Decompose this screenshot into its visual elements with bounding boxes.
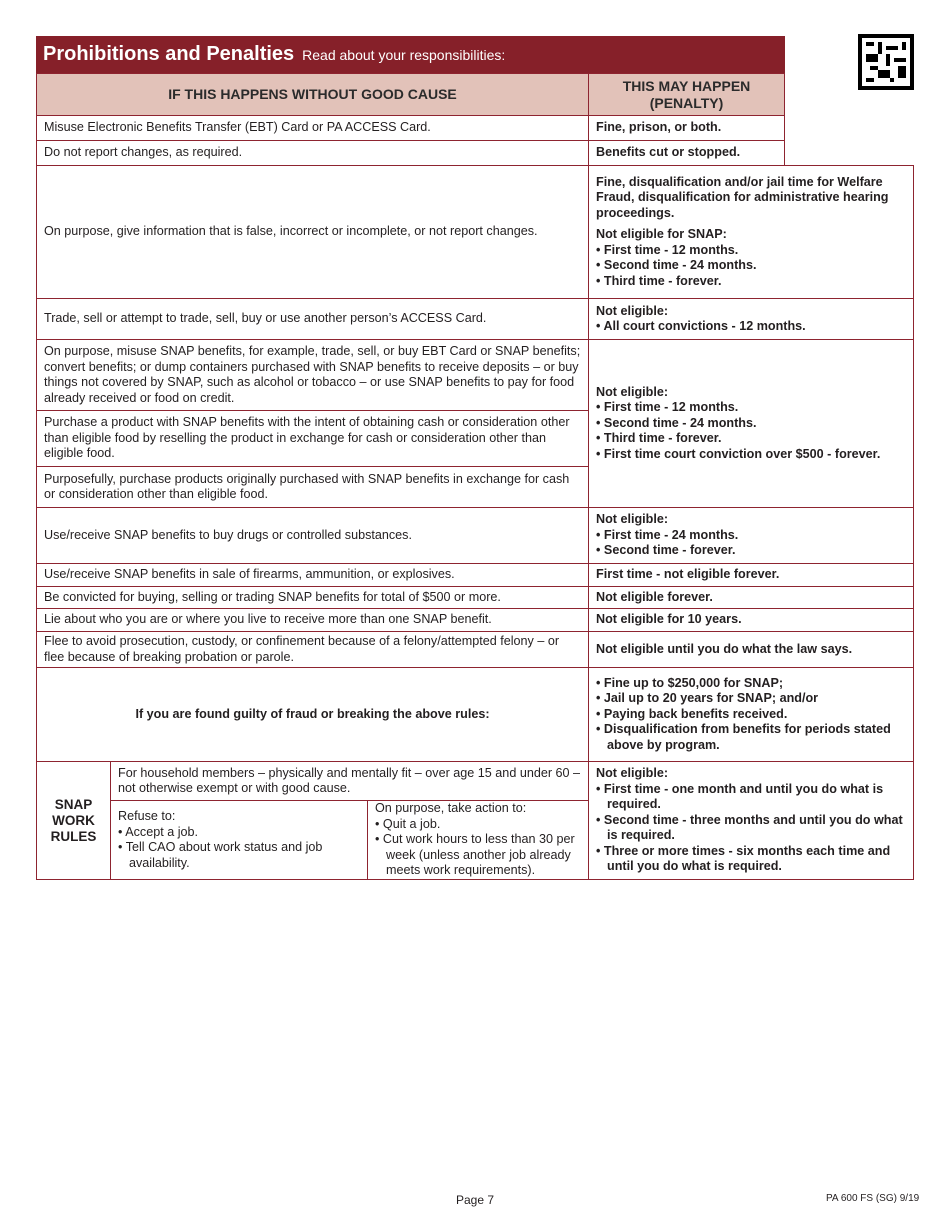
cause-cell: Purchase a product with SNAP benefits with the intent of obtaining cash or consideration other than eligible food by reselling the product in exchange for cash or consideration other than eligible food. (36, 410, 589, 467)
snap-work-rules-label: SNAP WORK RULES (36, 761, 111, 880)
subtitle: Read about your responsibilities: (302, 46, 506, 63)
penalty-item: • First time - 12 months. (596, 400, 906, 416)
work-rules-refuse (110, 800, 368, 880)
penalty-item: • First time - 24 months. (596, 528, 906, 544)
penalty-item: • Three or more times - six months each time and until you do what is required. (596, 844, 906, 875)
cause-cell: Be convicted for buying, selling or trading SNAP benefits for total of $500 or more. (36, 586, 589, 609)
penalty-text: Not eligible: (596, 766, 669, 781)
cause-cell: On purpose, give information that is false, incorrect or incomplete, or not report changes. (36, 165, 589, 299)
penalty-text: Not eligible: (596, 384, 669, 399)
cause-cell: If you are found guilty of fraud or breaking the above rules: (36, 667, 589, 762)
penalty-item: • Second time - three months and until you do what is required. (596, 813, 906, 844)
penalty-cell (588, 507, 914, 564)
penalty-cell (588, 165, 914, 299)
cause-cell: Trade, sell or attempt to trade, sell, buy or use another person’s ACCESS Card. (36, 298, 589, 340)
penalty-cell (588, 339, 914, 508)
cause-cell: Lie about who you are or where you live to receive more than one SNAP benefit. (36, 608, 589, 632)
purpose-label: On purpose, take action to: (375, 801, 527, 816)
qr-code-icon (858, 34, 914, 90)
penalty-cell: Not eligible until you do what the law says. (588, 631, 914, 668)
penalty-cell (588, 761, 914, 880)
work-rules-who: For household members – physically and mentally fit – over age 15 and under 60 – not otherwise exempt or with good cause. (110, 761, 589, 801)
cause-cell: Do not report changes, as required. (36, 140, 589, 166)
refuse-label: Refuse to: (118, 809, 176, 823)
penalty-item: • Disqualification from benefits for periods stated above by program. (596, 722, 906, 753)
penalty-item: • Paying back benefits received. (596, 707, 906, 723)
penalty-item: • Second time - 24 months. (596, 416, 906, 432)
cause-cell: On purpose, misuse SNAP benefits, for example, trade, sell, or buy EBT Card or SNAP benefits; convert benefits; or dump containers purchased with SNAP benefits to receive deposits – or buy things not covered by SNAP, such as alcohol or tobacco – or use SNAP benefits to pay for food already received or food on credit. (36, 339, 589, 411)
penalty-item: • Second time - forever. (596, 543, 906, 559)
work-rules-purpose (367, 800, 589, 880)
purpose-item: • Quit a job. (375, 817, 581, 833)
cause-cell: Use/receive SNAP benefits to buy drugs or controlled substances. (36, 507, 589, 564)
penalty-item: • First time court conviction over $500 - forever. (596, 447, 906, 463)
penalty-cell: Not eligible forever. (588, 586, 914, 609)
penalty-item: • First time - one month and until you do what is required. (596, 782, 906, 813)
cause-cell: Misuse Electronic Benefits Transfer (EBT) Card or PA ACCESS Card. (36, 115, 589, 141)
penalty-cell (588, 298, 914, 340)
penalty-item: • Third time - forever. (596, 431, 906, 447)
refuse-item: • Tell CAO about work status and job availability. (118, 840, 360, 871)
penalty-cell (588, 667, 914, 762)
penalty-text: Not eligible: (596, 512, 669, 527)
cause-cell: Purposefully, purchase products originally purchased with SNAP benefits in exchange for cash or consideration other than eligible food. (36, 466, 589, 508)
penalty-text: Not eligible for SNAP: (596, 227, 727, 242)
penalty-cell: Not eligible for 10 years. (588, 608, 914, 632)
penalty-item: • Third time - forever. (596, 274, 906, 290)
penalty-item: • Second time - 24 months. (596, 258, 906, 274)
form-number: PA 600 FS (SG) 9/19 (826, 1193, 920, 1204)
penalty-cell: First time - not eligible forever. (588, 563, 914, 587)
penalty-item: • Jail up to 20 years for SNAP; and/or (596, 691, 906, 707)
penalty-item: • Fine up to $250,000 for SNAP; (596, 676, 906, 692)
penalty-item: • All court convictions - 12 months. (596, 319, 906, 335)
penalty-item: • First time - 12 months. (596, 243, 906, 259)
cause-cell: Use/receive SNAP benefits in sale of firearms, ammunition, or explosives. (36, 563, 589, 587)
penalty-cell: Fine, prison, or both. (588, 115, 785, 141)
penalty-cell: Benefits cut or stopped. (588, 140, 785, 166)
section-title-bar (36, 36, 785, 73)
header-penalty: THIS MAY HAPPEN (PENALTY) (588, 73, 785, 116)
penalty-text: Not eligible: (596, 303, 669, 318)
page-number: Page 7 (456, 1193, 495, 1207)
cause-cell: Flee to avoid prosecution, custody, or confinement because of a felony/attempted felony – or flee because of breaking probation or parole. (36, 631, 589, 668)
refuse-item: • Accept a job. (118, 825, 360, 841)
penalty-text: Fine, disqualification and/or jail time for Welfare Fraud, disqualification for administrative hearing proceedings. (596, 174, 889, 220)
header-cause: IF THIS HAPPENS WITHOUT GOOD CAUSE (36, 73, 589, 116)
title: Prohibitions and Penalties (43, 43, 295, 65)
purpose-item: • Cut work hours to less than 30 per week (unless another job already meets work requirements). (375, 832, 581, 879)
